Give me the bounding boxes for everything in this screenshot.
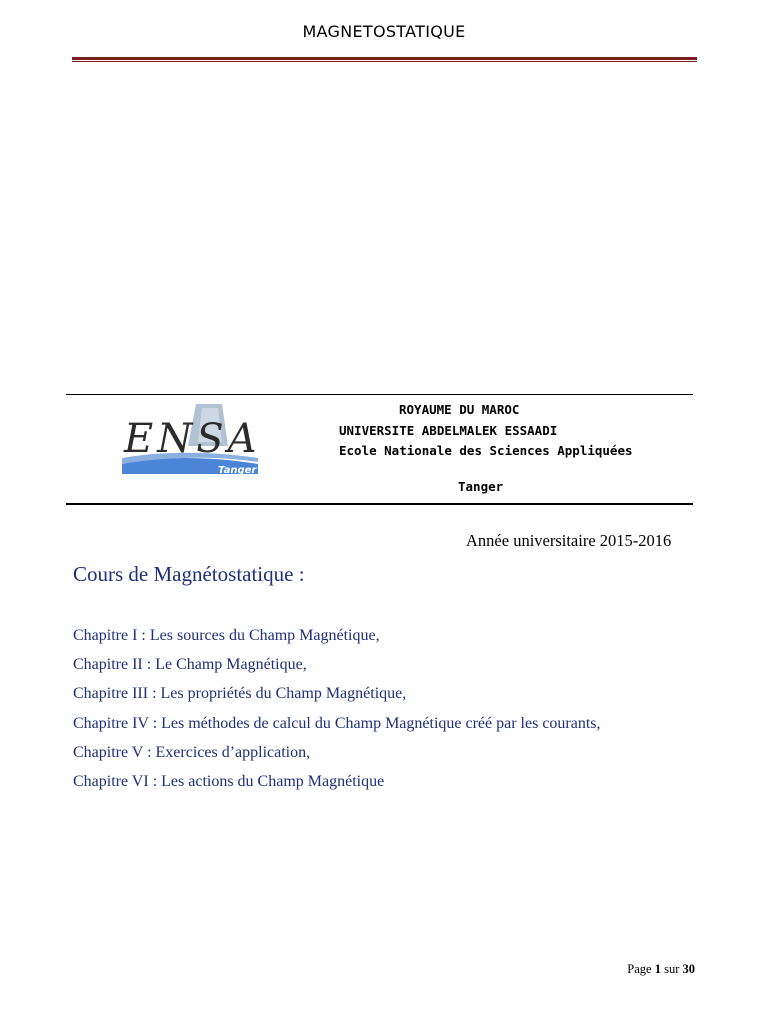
university-line: UNIVERSITE ABDELMALEK ESSAADI <box>339 423 558 438</box>
chapter-list <box>73 626 601 801</box>
institution-rule-top <box>66 394 693 395</box>
academic-year: Année universitaire 2015-2016 <box>466 531 672 550</box>
header-rule-thin <box>72 61 697 62</box>
school-line: Ecole Nationale des Sciences Appliquées <box>339 443 633 458</box>
institution-rule-bottom <box>66 503 693 505</box>
ensa-logo <box>118 400 263 480</box>
total-pages: 30 <box>682 962 695 976</box>
page-label: Page <box>627 962 652 976</box>
chapter-item: Chapitre I : Les sources du Champ Magnétique, <box>73 627 380 644</box>
logo-text: ENSA <box>124 416 261 462</box>
logo-subtext: Tanger <box>218 465 257 476</box>
country-line: ROYAUME DU MAROC <box>399 402 520 417</box>
city-line: Tanger <box>458 479 504 494</box>
running-header: MAGNETOSTATIQUE <box>302 22 466 41</box>
chapter-item: Chapitre IV : Les méthodes de calcul du Champ Magnétique créé par les courants, <box>73 714 601 732</box>
page-number <box>627 962 695 977</box>
course-title: Cours de Magnétostatique : <box>73 562 305 586</box>
chapter-item: Chapitre II : Le Champ Magnétique, <box>73 656 307 674</box>
header-rule <box>72 57 697 60</box>
of-label: sur <box>664 962 680 976</box>
current-page: 1 <box>654 962 661 976</box>
chapter-item: Chapitre V : Exercices d’application, <box>73 743 311 761</box>
chapter-item: Chapitre VI : Les actions du Champ Magnétique <box>73 772 385 790</box>
chapter-item: Chapitre III : Les propriétés du Champ Magnétique, <box>73 685 407 703</box>
